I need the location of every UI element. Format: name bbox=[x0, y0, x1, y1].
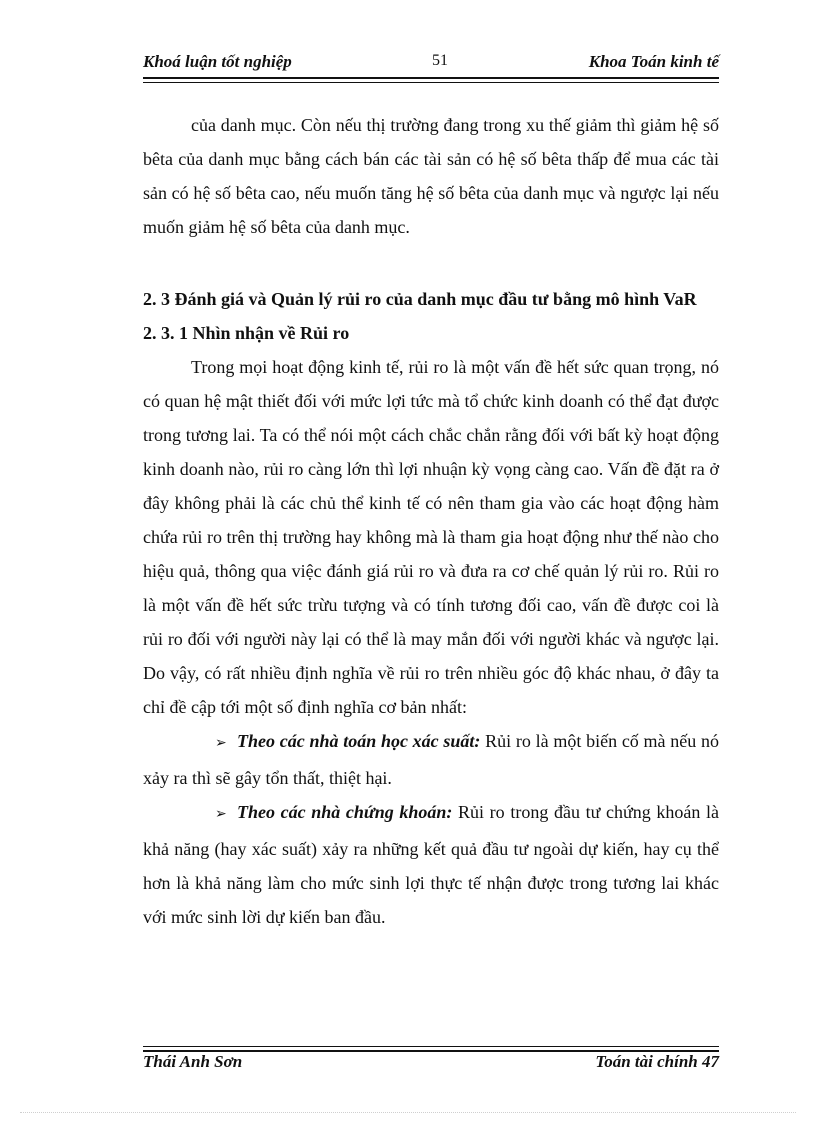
header-rule-thin bbox=[143, 82, 719, 83]
arrow-bullet-icon: ➢ bbox=[215, 736, 227, 751]
bullet-term: Theo các nhà toán học xác suất: bbox=[237, 731, 481, 751]
page-number: 51 bbox=[432, 52, 448, 69]
page-footer bbox=[143, 1050, 719, 1074]
section-spacer bbox=[143, 244, 719, 282]
page-header bbox=[143, 50, 719, 76]
header-faculty: Khoa Toán kinh tế bbox=[588, 52, 719, 71]
intro-paragraph: của danh mục. Còn nếu thị trường đang trong xu thế giảm thì giảm hệ số bêta của danh mục bằng cách bán các tài sản có hệ số bêta thấp để mua các tài sản có hệ số bêta cao, nếu muốn tăng hệ số bêta của danh mục và ngược lại nếu muốn giảm hệ số bêta của danh mục. bbox=[143, 115, 719, 237]
subsection-heading: 2. 3. 1 Nhìn nhận về Rủi ro bbox=[143, 323, 350, 343]
page-edge-divider bbox=[20, 1112, 796, 1113]
main-paragraph: Trong mọi hoạt động kinh tế, rủi ro là một vấn đề hết sức quan trọng, nó có quan hệ mật thiết đối với mức lợi tức mà tổ chức kinh doanh có thể đạt được trong tương lai. Ta có thể nói một cách chắc chắn rằng đối với bất kỳ hoạt động kinh doanh nào, rủi ro càng lớn thì lợi nhuận kỳ vọng càng cao. Vấn đề đặt ra ở đây không phải là các chủ thể kinh tế có nên tham gia vào các hoạt động hàm chứa rủi ro trên thị trường hay không mà là tham gia hoạt động như thế nào cho hiệu quả, thông qua việc đánh giá rủi ro và đưa ra cơ chế quản lý rủi ro. Rủi ro là một vấn đề hết sức trừu tượng và có tính tương đối cao, vấn đề được coi là rủi ro đối với người này lại có thể là may mắn đối với người khác và ngược lại. Do vậy, có rất nhiều định nghĩa về rủi ro trên nhiều góc độ khác nhau, ở đây ta chỉ đề cập tới một số định nghĩa cơ bản nhất: bbox=[143, 357, 719, 717]
footer-author: Thái Anh Sơn bbox=[143, 1052, 243, 1071]
arrow-bullet-icon: ➢ bbox=[215, 807, 227, 822]
bullet-text: Rủi ro trong đầu tư chứng khoán là khả năng (hay xác suất) xảy ra những kết quả đầu tư ngoài dự kiến, hay cụ thể hơn là khả năng làm cho mức sinh lợi thực tế nhận được trong tương lai khác với mức sinh lời dự kiến ban đầu. bbox=[143, 802, 720, 927]
footer-rule-thin bbox=[143, 1046, 719, 1047]
footer-class: Toán tài chính 47 bbox=[595, 1052, 719, 1071]
header-rule-thick bbox=[143, 77, 719, 79]
section-heading: 2. 3 Đánh giá và Quản lý rủi ro của danh mục đầu tư bằng mô hình VaR bbox=[143, 289, 697, 309]
bullet-text: Rủi ro là một biến cố mà nếu nó xảy ra thì sẽ gây tổn thất, thiệt hại. bbox=[143, 731, 719, 788]
bullet-term: Theo các nhà chứng khoán: bbox=[237, 802, 453, 822]
bullet-item-probability bbox=[143, 724, 719, 795]
header-thesis-title: Khoá luận tốt nghiệp bbox=[143, 52, 292, 71]
page-body bbox=[143, 108, 719, 934]
bullet-item-securities bbox=[143, 795, 719, 934]
